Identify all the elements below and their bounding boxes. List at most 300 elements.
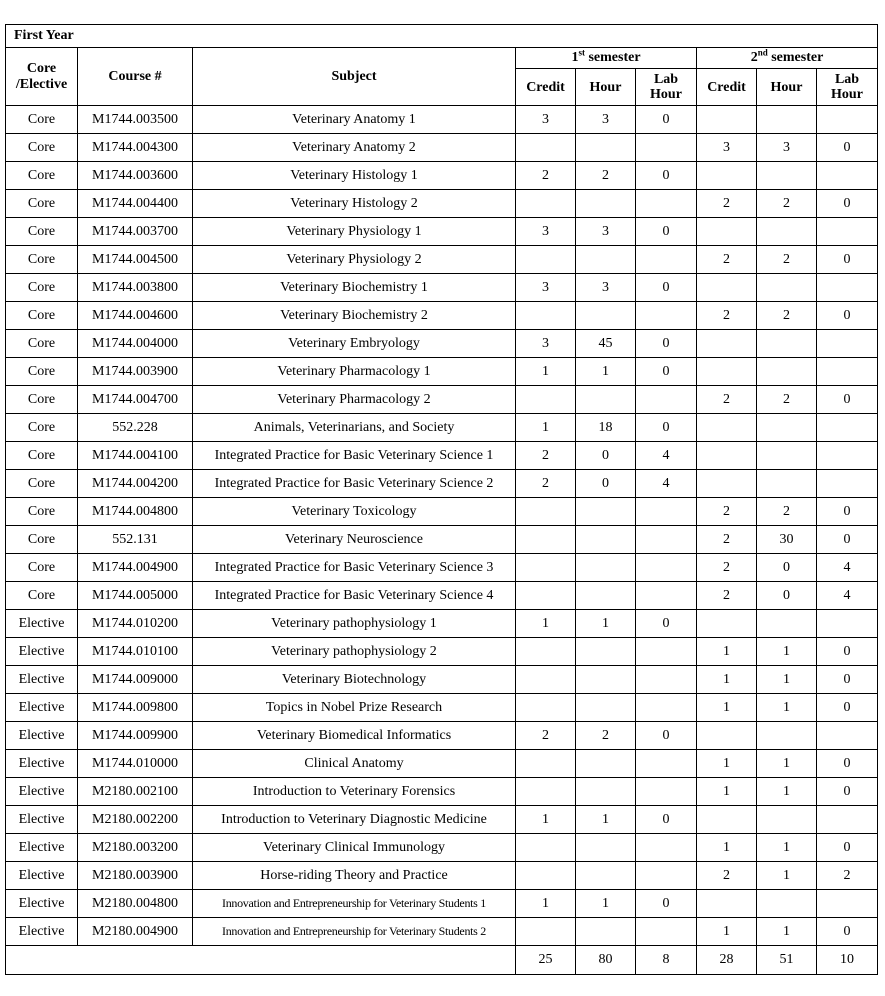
sem2-hour-header: Hour <box>757 69 817 106</box>
sem2-credit-cell <box>697 442 757 470</box>
sem2-credit-cell: 1 <box>697 834 757 862</box>
sem1-lab-hour-cell: 4 <box>636 442 697 470</box>
course-code-cell: M1744.003900 <box>78 358 193 386</box>
course-type-cell: Core <box>6 414 78 442</box>
sem1-lab-hour-cell: 4 <box>636 470 697 498</box>
sem1-hour-cell: 1 <box>576 610 636 638</box>
course-code-cell: M1744.009900 <box>78 722 193 750</box>
first-semester-sup: st <box>578 47 585 58</box>
sem2-credit-cell: 2 <box>697 526 757 554</box>
course-type-cell: Elective <box>6 666 78 694</box>
sem1-hour-cell <box>576 246 636 274</box>
sem2-credit-cell: 1 <box>697 778 757 806</box>
total-sem1-hour: 80 <box>576 946 636 975</box>
course-number-header: Course # <box>78 48 193 106</box>
sem2-lab-hour-cell <box>817 218 878 246</box>
sem2-lab-hour-cell: 0 <box>817 246 878 274</box>
course-rows <box>6 106 878 946</box>
sem1-lab-hour-cell <box>636 918 697 946</box>
table-row <box>6 610 878 638</box>
course-code-cell: M1744.003700 <box>78 218 193 246</box>
table-row <box>6 498 878 526</box>
sem2-hour-cell <box>757 414 817 442</box>
subject-header: Subject <box>193 48 516 106</box>
course-type-cell: Elective <box>6 750 78 778</box>
sem2-credit-cell <box>697 806 757 834</box>
course-type-cell: Elective <box>6 610 78 638</box>
sem2-lab-hour-cell: 0 <box>817 134 878 162</box>
sem2-credit-cell: 2 <box>697 862 757 890</box>
course-subject-cell: Veterinary Histology 2 <box>193 190 516 218</box>
core-elective-header-line1: Core <box>26 60 57 76</box>
course-subject-cell: Veterinary Neuroscience <box>193 526 516 554</box>
sem1-hour-cell: 1 <box>576 806 636 834</box>
sem2-lab-hour-cell: 2 <box>817 862 878 890</box>
table-row <box>6 778 878 806</box>
sem1-hour-cell <box>576 190 636 218</box>
sem2-credit-cell: 1 <box>697 918 757 946</box>
table-row <box>6 806 878 834</box>
sem1-lab-hour-cell <box>636 246 697 274</box>
sem1-hour-cell: 1 <box>576 890 636 918</box>
sem1-credit-cell <box>516 750 576 778</box>
sem2-credit-cell <box>697 470 757 498</box>
sem2-hour-cell <box>757 330 817 358</box>
sem2-lab-hour-cell <box>817 442 878 470</box>
sem2-lab-hour-cell: 0 <box>817 778 878 806</box>
course-code-cell: M1744.010200 <box>78 610 193 638</box>
course-type-cell: Core <box>6 106 78 134</box>
sem1-lab-hour-cell <box>636 386 697 414</box>
sem2-lab-hour-cell <box>817 162 878 190</box>
total-sem2-hour: 51 <box>757 946 817 975</box>
core-elective-header-line2: /Elective <box>15 76 68 92</box>
table-row <box>6 582 878 610</box>
sem1-hour-cell: 0 <box>576 470 636 498</box>
total-sem1-lab-hour: 8 <box>636 946 697 975</box>
sem1-credit-cell: 1 <box>516 610 576 638</box>
table-row <box>6 750 878 778</box>
sem2-hour-cell: 1 <box>757 638 817 666</box>
course-subject-cell: Integrated Practice for Basic Veterinary Science 1 <box>193 442 516 470</box>
second-semester-header <box>697 48 878 69</box>
sem1-lab-hour-cell: 0 <box>636 162 697 190</box>
table-row <box>6 918 878 946</box>
sem1-hour-cell <box>576 302 636 330</box>
sem1-hour-cell <box>576 554 636 582</box>
course-code-cell: M1744.004100 <box>78 442 193 470</box>
sem2-credit-cell <box>697 218 757 246</box>
sem1-credit-cell: 2 <box>516 722 576 750</box>
course-subject-cell: Veterinary Embryology <box>193 330 516 358</box>
sem1-credit-cell <box>516 190 576 218</box>
course-code-cell: M1744.003800 <box>78 274 193 302</box>
table-row <box>6 554 878 582</box>
course-type-cell: Core <box>6 386 78 414</box>
sem1-credit-cell <box>516 134 576 162</box>
sem2-hour-cell <box>757 610 817 638</box>
course-code-cell: M1744.004600 <box>78 302 193 330</box>
course-code-cell: 552.228 <box>78 414 193 442</box>
table-row <box>6 134 878 162</box>
course-code-cell: M2180.002100 <box>78 778 193 806</box>
sem1-lab-hour-cell: 0 <box>636 274 697 302</box>
sem1-lab-hour-header <box>636 69 697 106</box>
course-subject-cell: Horse-riding Theory and Practice <box>193 862 516 890</box>
sem2-credit-cell <box>697 414 757 442</box>
table-row <box>6 526 878 554</box>
course-type-cell: Core <box>6 442 78 470</box>
sem1-lab-hour-cell <box>636 526 697 554</box>
sem2-hour-cell <box>757 890 817 918</box>
course-subject-cell: Animals, Veterinarians, and Society <box>193 414 516 442</box>
sem1-lab-hour-cell: 0 <box>636 806 697 834</box>
sem2-hour-cell: 1 <box>757 862 817 890</box>
sem1-hour-cell: 45 <box>576 330 636 358</box>
sem1-credit-cell: 3 <box>516 330 576 358</box>
sem1-lab-hour-cell: 0 <box>636 218 697 246</box>
course-type-cell: Core <box>6 470 78 498</box>
course-subject-cell: Veterinary Biochemistry 1 <box>193 274 516 302</box>
sem2-credit-cell <box>697 330 757 358</box>
table-row <box>6 442 878 470</box>
sem1-credit-cell: 3 <box>516 218 576 246</box>
sem2-lab-hour-cell: 0 <box>817 190 878 218</box>
sem1-credit-cell: 2 <box>516 470 576 498</box>
sem2-lab-line2: Hour <box>831 87 863 102</box>
course-code-cell: M1744.004200 <box>78 470 193 498</box>
sem1-lab-hour-cell <box>636 554 697 582</box>
course-type-cell: Core <box>6 162 78 190</box>
table-row <box>6 638 878 666</box>
sem2-credit-cell: 2 <box>697 190 757 218</box>
course-code-cell: M1744.004000 <box>78 330 193 358</box>
sem2-hour-cell <box>757 806 817 834</box>
table-row <box>6 666 878 694</box>
sem2-lab-hour-cell <box>817 358 878 386</box>
sem2-hour-cell: 1 <box>757 666 817 694</box>
course-type-cell: Core <box>6 134 78 162</box>
sem2-lab-hour-cell: 0 <box>817 302 878 330</box>
table-row <box>6 106 878 134</box>
sem1-lab-hour-cell: 0 <box>636 414 697 442</box>
course-subject-cell: Veterinary Biotechnology <box>193 666 516 694</box>
sem2-credit-cell: 2 <box>697 386 757 414</box>
sem2-credit-cell: 1 <box>697 750 757 778</box>
table-row <box>6 218 878 246</box>
sem1-lab-hour-cell <box>636 694 697 722</box>
second-semester-num: 2 <box>750 50 758 65</box>
sem2-credit-cell: 2 <box>697 554 757 582</box>
sem1-credit-cell <box>516 778 576 806</box>
sem1-lab-hour-cell <box>636 666 697 694</box>
sem2-hour-cell <box>757 218 817 246</box>
total-sem2-credit: 28 <box>697 946 757 975</box>
sem1-credit-cell <box>516 862 576 890</box>
course-subject-cell: Veterinary Biomedical Informatics <box>193 722 516 750</box>
sem1-lab-hour-cell <box>636 190 697 218</box>
year-title: First Year <box>6 25 878 48</box>
sem1-lab-hour-cell <box>636 778 697 806</box>
sem1-hour-cell <box>576 526 636 554</box>
course-subject-cell: Veterinary pathophysiology 1 <box>193 610 516 638</box>
sem1-hour-cell: 1 <box>576 358 636 386</box>
table-row <box>6 722 878 750</box>
course-type-cell: Elective <box>6 806 78 834</box>
sem1-hour-cell: 2 <box>576 162 636 190</box>
sem2-lab-hour-cell: 4 <box>817 554 878 582</box>
sem1-credit-cell <box>516 666 576 694</box>
course-subject-cell: Introduction to Veterinary Forensics <box>193 778 516 806</box>
sem2-credit-cell: 1 <box>697 666 757 694</box>
sem2-lab-hour-cell <box>817 414 878 442</box>
sem1-lab-hour-cell <box>636 834 697 862</box>
course-subject-cell: Innovation and Entrepreneurship for Veterinary Students 2 <box>193 918 516 946</box>
total-sem1-credit: 25 <box>516 946 576 975</box>
sem2-hour-cell <box>757 722 817 750</box>
sem1-lab-hour-cell <box>636 498 697 526</box>
course-code-cell: 552.131 <box>78 526 193 554</box>
course-type-cell: Elective <box>6 694 78 722</box>
course-code-cell: M1744.003600 <box>78 162 193 190</box>
sem1-hour-cell <box>576 386 636 414</box>
course-subject-cell: Veterinary Clinical Immunology <box>193 834 516 862</box>
sem2-lab-hour-cell: 0 <box>817 750 878 778</box>
sem1-credit-cell <box>516 582 576 610</box>
course-subject-cell: Veterinary Histology 1 <box>193 162 516 190</box>
table-row <box>6 330 878 358</box>
sem1-lab-hour-cell: 0 <box>636 106 697 134</box>
course-subject-cell: Veterinary Physiology 1 <box>193 218 516 246</box>
sem1-hour-cell <box>576 638 636 666</box>
course-code-cell: M1744.004700 <box>78 386 193 414</box>
sem1-hour-cell <box>576 134 636 162</box>
sem1-hour-cell <box>576 498 636 526</box>
course-code-cell: M1744.004300 <box>78 134 193 162</box>
sem1-credit-cell: 2 <box>516 162 576 190</box>
first-semester-word: semester <box>588 50 641 65</box>
sem2-lab-hour-cell <box>817 274 878 302</box>
course-code-cell: M1744.009000 <box>78 666 193 694</box>
table-row <box>6 358 878 386</box>
course-type-cell: Core <box>6 358 78 386</box>
table-row <box>6 386 878 414</box>
total-sem2-lab-hour: 10 <box>817 946 878 975</box>
sem2-lab-hour-cell <box>817 330 878 358</box>
table-row <box>6 834 878 862</box>
sem1-lab-hour-cell <box>636 638 697 666</box>
course-code-cell: M1744.009800 <box>78 694 193 722</box>
sem1-lab-line2: Hour <box>650 87 682 102</box>
table-row <box>6 694 878 722</box>
sem1-credit-cell: 1 <box>516 358 576 386</box>
course-type-cell: Elective <box>6 834 78 862</box>
course-code-cell: M1744.003500 <box>78 106 193 134</box>
course-subject-cell: Integrated Practice for Basic Veterinary Science 2 <box>193 470 516 498</box>
course-type-cell: Core <box>6 554 78 582</box>
course-code-cell: M2180.002200 <box>78 806 193 834</box>
sem1-credit-cell <box>516 246 576 274</box>
sem2-hour-cell: 30 <box>757 526 817 554</box>
course-type-cell: Core <box>6 246 78 274</box>
sem2-hour-cell <box>757 358 817 386</box>
sem1-credit-header: Credit <box>516 69 576 106</box>
sem1-credit-cell <box>516 498 576 526</box>
sem1-hour-cell: 3 <box>576 218 636 246</box>
course-subject-cell: Veterinary Anatomy 1 <box>193 106 516 134</box>
sem2-credit-cell <box>697 274 757 302</box>
sem1-lab-hour-cell: 0 <box>636 358 697 386</box>
sem2-hour-cell: 2 <box>757 386 817 414</box>
sem1-credit-cell: 2 <box>516 442 576 470</box>
course-code-cell: M1744.004500 <box>78 246 193 274</box>
sem2-hour-cell: 1 <box>757 750 817 778</box>
sem1-lab-line1: Lab <box>653 72 679 87</box>
sem2-lab-hour-cell: 0 <box>817 638 878 666</box>
sem2-credit-cell <box>697 162 757 190</box>
sem2-lab-hour-cell: 0 <box>817 666 878 694</box>
course-code-cell: M2180.004900 <box>78 918 193 946</box>
sem1-credit-cell <box>516 638 576 666</box>
course-subject-cell: Veterinary Biochemistry 2 <box>193 302 516 330</box>
course-type-cell: Core <box>6 302 78 330</box>
sem2-hour-cell <box>757 470 817 498</box>
sem1-credit-cell: 3 <box>516 106 576 134</box>
sem1-credit-cell <box>516 918 576 946</box>
table-row <box>6 190 878 218</box>
sem1-lab-hour-cell: 0 <box>636 330 697 358</box>
sem2-lab-hour-cell: 0 <box>817 918 878 946</box>
sem2-credit-cell: 3 <box>697 134 757 162</box>
course-type-cell: Core <box>6 218 78 246</box>
sem2-credit-cell: 2 <box>697 498 757 526</box>
course-subject-cell: Veterinary Physiology 2 <box>193 246 516 274</box>
table-row <box>6 302 878 330</box>
sem2-credit-cell <box>697 722 757 750</box>
sem2-hour-cell: 0 <box>757 554 817 582</box>
table-row <box>6 890 878 918</box>
sem2-credit-cell <box>697 890 757 918</box>
sem2-hour-cell: 1 <box>757 778 817 806</box>
course-type-cell: Elective <box>6 722 78 750</box>
course-subject-cell: Innovation and Entrepreneurship for Veterinary Students 1 <box>193 890 516 918</box>
sem2-hour-cell <box>757 274 817 302</box>
course-code-cell: M1744.004800 <box>78 498 193 526</box>
sem1-credit-cell <box>516 694 576 722</box>
course-type-cell: Elective <box>6 862 78 890</box>
sem1-hour-cell <box>576 918 636 946</box>
course-type-cell: Elective <box>6 918 78 946</box>
second-semester-sup: nd <box>757 47 768 58</box>
totals-row <box>6 946 878 975</box>
course-subject-cell: Integrated Practice for Basic Veterinary Science 4 <box>193 582 516 610</box>
totals-label-cell <box>6 946 516 975</box>
sem1-hour-cell <box>576 582 636 610</box>
sem2-credit-cell: 1 <box>697 694 757 722</box>
sem1-hour-cell: 2 <box>576 722 636 750</box>
sem1-hour-cell <box>576 694 636 722</box>
sem1-hour-cell <box>576 834 636 862</box>
sem1-lab-hour-cell <box>636 134 697 162</box>
sem1-hour-cell: 3 <box>576 106 636 134</box>
sem1-lab-hour-cell <box>636 750 697 778</box>
sem1-lab-hour-cell <box>636 862 697 890</box>
sem2-hour-cell: 2 <box>757 498 817 526</box>
sem2-hour-cell: 3 <box>757 134 817 162</box>
course-code-cell: M1744.010100 <box>78 638 193 666</box>
course-subject-cell: Veterinary Pharmacology 2 <box>193 386 516 414</box>
table-row <box>6 470 878 498</box>
table-row <box>6 274 878 302</box>
sem1-hour-cell: 3 <box>576 274 636 302</box>
sem1-credit-cell <box>516 302 576 330</box>
course-type-cell: Core <box>6 498 78 526</box>
sem1-hour-cell <box>576 862 636 890</box>
sem2-hour-cell: 0 <box>757 582 817 610</box>
sem1-lab-hour-cell <box>636 302 697 330</box>
sem1-lab-hour-cell: 0 <box>636 610 697 638</box>
sem1-credit-cell: 1 <box>516 806 576 834</box>
sem1-credit-cell: 3 <box>516 274 576 302</box>
sem2-lab-hour-cell <box>817 722 878 750</box>
table-row <box>6 414 878 442</box>
table-row <box>6 246 878 274</box>
course-code-cell: M2180.004800 <box>78 890 193 918</box>
course-type-cell: Elective <box>6 638 78 666</box>
table-row <box>6 862 878 890</box>
sem2-lab-line1: Lab <box>834 72 860 87</box>
sem2-hour-cell <box>757 106 817 134</box>
sem1-lab-hour-cell <box>636 582 697 610</box>
sem1-credit-cell: 1 <box>516 414 576 442</box>
table-row <box>6 162 878 190</box>
sem2-hour-cell: 1 <box>757 694 817 722</box>
course-type-cell: Core <box>6 330 78 358</box>
first-semester-header <box>516 48 697 69</box>
sem2-lab-hour-cell: 0 <box>817 498 878 526</box>
sem2-credit-cell <box>697 358 757 386</box>
second-semester-word: semester <box>771 50 824 65</box>
course-subject-cell: Clinical Anatomy <box>193 750 516 778</box>
sem2-credit-cell: 1 <box>697 638 757 666</box>
sem2-lab-hour-cell <box>817 106 878 134</box>
sem2-lab-hour-cell: 4 <box>817 582 878 610</box>
course-type-cell: Core <box>6 190 78 218</box>
course-code-cell: M1744.004400 <box>78 190 193 218</box>
curriculum-table <box>5 24 878 975</box>
course-subject-cell: Integrated Practice for Basic Veterinary Science 3 <box>193 554 516 582</box>
sem2-credit-cell: 2 <box>697 582 757 610</box>
course-type-cell: Core <box>6 526 78 554</box>
sem1-credit-cell <box>516 834 576 862</box>
sem2-hour-cell <box>757 162 817 190</box>
sem2-hour-cell: 1 <box>757 918 817 946</box>
course-subject-cell: Veterinary Toxicology <box>193 498 516 526</box>
first-semester-num: 1 <box>571 50 579 65</box>
course-subject-cell: Introduction to Veterinary Diagnostic Medicine <box>193 806 516 834</box>
sem2-lab-hour-cell: 0 <box>817 526 878 554</box>
sem2-lab-hour-cell: 0 <box>817 386 878 414</box>
course-subject-cell: Veterinary Pharmacology 1 <box>193 358 516 386</box>
course-subject-cell: Topics in Nobel Prize Research <box>193 694 516 722</box>
sem2-hour-cell <box>757 442 817 470</box>
sem2-lab-hour-cell <box>817 470 878 498</box>
sem1-credit-cell: 1 <box>516 890 576 918</box>
sem2-lab-hour-cell: 0 <box>817 694 878 722</box>
sem2-hour-cell: 1 <box>757 834 817 862</box>
sem1-lab-hour-cell: 0 <box>636 722 697 750</box>
sem1-hour-cell <box>576 750 636 778</box>
